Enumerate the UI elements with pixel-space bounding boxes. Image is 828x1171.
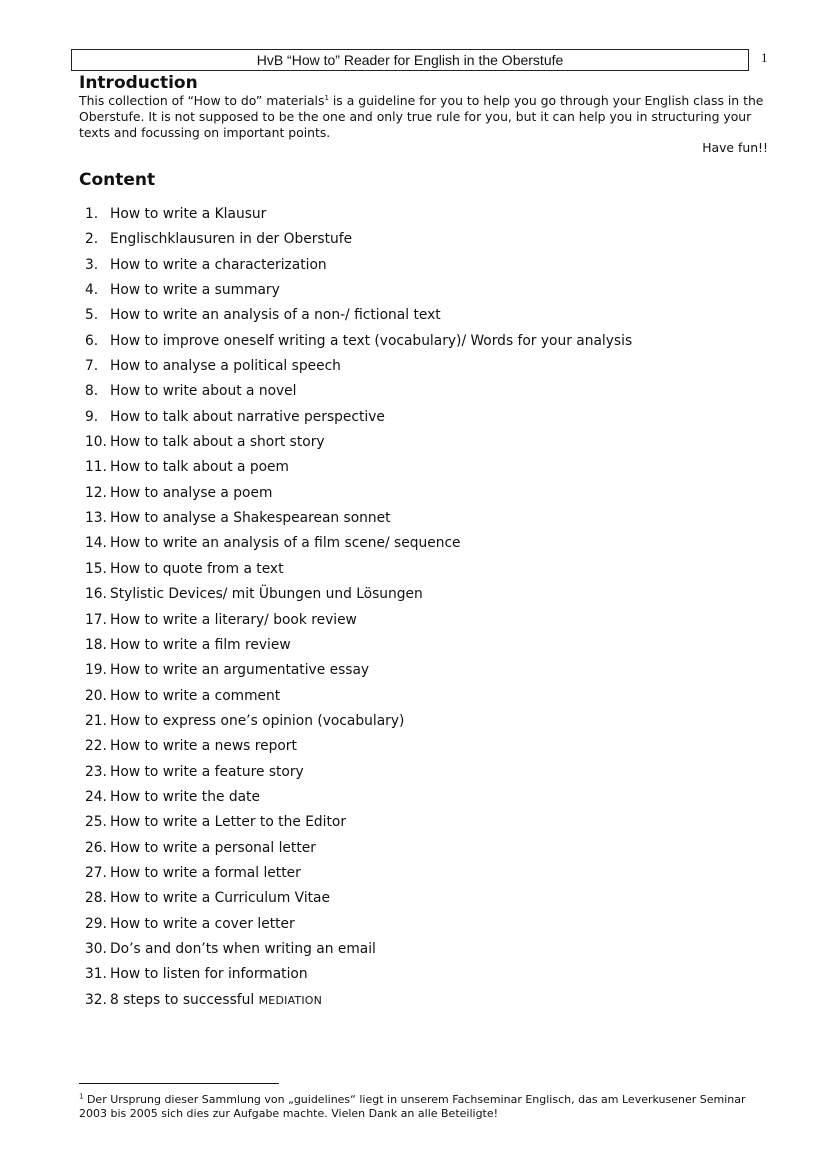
toc-item (85, 356, 632, 381)
toc-item-label: How to quote from a text (110, 560, 284, 577)
intro-paragraph (79, 93, 769, 141)
toc-item (85, 407, 632, 432)
toc-item-label: How to talk about a short story (110, 434, 325, 451)
toc-item-label: How to write a characterization (110, 256, 327, 273)
toc-item-label: How to write an analysis of a film scene/ sequence (110, 535, 461, 552)
toc-item-label: How to write a formal letter (110, 864, 301, 881)
intro-text-part2: is a guideline for you to help you go through your English class in the Oberstufe. It is not supposed to be the one and only true rule for you, but it can help you in structuring your texts and focussing on important points. (79, 93, 764, 140)
intro-text-part1: This collection of “How to do” materials (79, 93, 325, 108)
toc-item (85, 508, 632, 533)
toc-item-number: 12. (85, 484, 107, 501)
footnote-text: Der Ursprung dieser Sammlung von „guidelines“ liegt in unserem Fachseminar Englisch, das am Leverkusener Seminar 2003 bis 2005 sich dies zur Aufgabe machte. Vielen Dank an alle Beteiligte! (79, 1093, 746, 1120)
toc-item-label: How to write a comment (110, 687, 281, 704)
toc-item-number: 13. (85, 510, 107, 527)
toc-item (85, 787, 632, 812)
toc-item-number: 16. (85, 586, 107, 603)
toc-item-label: How to analyse a poem (110, 484, 273, 501)
toc-item-number: 27. (85, 864, 107, 881)
toc-item-label: How to write a literary/ book review (110, 611, 357, 628)
toc-item-label: How to write a personal letter (110, 839, 316, 856)
toc-item-number: 30. (85, 940, 107, 957)
toc-item-number: 15. (85, 560, 107, 577)
toc-item (85, 660, 632, 685)
toc-item-number: 1. (85, 206, 99, 222)
toc-item-number: 26. (85, 839, 107, 856)
toc-item-label: How to write an analysis of a non-/ fictional text (110, 307, 441, 324)
toc-item-label: How to write about a novel (110, 383, 297, 400)
toc-item-label: How to write a summary (110, 282, 280, 299)
toc-item-number: 21. (85, 712, 107, 729)
toc-item-label: Stylistic Devices/ mit Übungen und Lösungen (110, 586, 423, 603)
intro-heading: Introduction (79, 73, 198, 93)
toc-item (85, 331, 632, 356)
toc-item-label: How to analyse a Shakespearean sonnet (110, 510, 391, 527)
footnote-reference[interactable]: 1 (324, 93, 329, 102)
toc-item (85, 280, 632, 305)
toc-item-number: 7. (85, 358, 99, 375)
toc-item-number: 22. (85, 738, 107, 755)
table-of-contents (85, 204, 632, 1015)
content-heading: Content (79, 170, 156, 190)
toc-item (85, 432, 632, 457)
toc-item (85, 686, 632, 711)
toc-item-label: How to write a feature story (110, 763, 304, 780)
footnote (79, 1093, 769, 1121)
toc-item-number: 5. (85, 307, 99, 324)
toc-item (85, 964, 632, 989)
page-number: 1 (761, 50, 768, 65)
toc-item-number: 4. (85, 282, 99, 299)
toc-item-number: 29. (85, 915, 107, 932)
toc-item-label: How to talk about a poem (110, 459, 289, 476)
toc-item (85, 483, 632, 508)
toc-item-label: How to write a Curriculum Vitae (110, 890, 331, 907)
header-title: HvB “How to” Reader for English in the Oberstufe (256, 52, 564, 68)
toc-item-number: 23. (85, 763, 107, 780)
document-header (71, 49, 749, 71)
toc-item-label: How to write an argumentative essay (110, 662, 370, 679)
toc-item-number: 11. (85, 459, 107, 476)
toc-item-label: How to write a cover letter (110, 915, 295, 932)
toc-item (85, 255, 632, 280)
intro-closing: Have fun!! (702, 140, 768, 155)
toc-item-number: 25. (85, 814, 107, 831)
toc-item (85, 939, 632, 964)
toc-item (85, 914, 632, 939)
toc-item (85, 533, 632, 558)
toc-item-label: How to write the date (110, 788, 260, 805)
toc-item (85, 381, 632, 406)
footnote-marker: 1 (79, 1092, 84, 1101)
toc-item-number: 32. (85, 991, 107, 1008)
toc-item-label: Englischklausuren in der Oberstufe (110, 231, 353, 248)
toc-item-number: 31. (85, 966, 107, 983)
toc-item (85, 888, 632, 913)
toc-item (85, 610, 632, 635)
toc-item-number: 2. (85, 231, 99, 248)
toc-item-smallcaps: MEDIATION (258, 993, 323, 1007)
toc-item-number: 19. (85, 662, 107, 679)
toc-item-label: How to improve oneself writing a text (vocabulary)/ Words for your analysis (110, 332, 633, 349)
footnote-divider (79, 1083, 279, 1084)
toc-item (85, 838, 632, 863)
toc-item-label: How to express one’s opinion (vocabulary) (110, 712, 405, 729)
toc-item (85, 635, 632, 660)
toc-item (85, 457, 632, 482)
toc-item-number: 6. (85, 332, 99, 349)
toc-item-number: 9. (85, 408, 99, 425)
toc-item (85, 305, 632, 330)
toc-item-label: How to talk about narrative perspective (110, 408, 385, 425)
toc-item-number: 28. (85, 890, 107, 907)
toc-item-label: Do’s and don’ts when writing an email (110, 940, 376, 957)
toc-item (85, 990, 632, 1015)
toc-item-label: How to write a news report (110, 738, 297, 755)
toc-item-label: How to analyse a political speech (110, 358, 341, 375)
toc-item (85, 584, 632, 609)
toc-item-number: 24. (85, 788, 107, 805)
toc-item (85, 736, 632, 761)
toc-item-label: 8 steps to successful (110, 991, 259, 1008)
toc-item (85, 711, 632, 736)
toc-item-label: How to write a Letter to the Editor (110, 814, 347, 831)
toc-item (85, 762, 632, 787)
toc-item-label: How to write a Klausur (110, 206, 267, 222)
toc-item (85, 559, 632, 584)
toc-item-number: 10. (85, 434, 107, 451)
toc-item-number: 3. (85, 256, 99, 273)
toc-item-label: How to write a film review (110, 636, 291, 653)
toc-item (85, 812, 632, 837)
toc-item (85, 863, 632, 888)
toc-item-number: 17. (85, 611, 107, 628)
toc-item-number: 18. (85, 636, 107, 653)
toc-item-label: How to listen for information (110, 966, 308, 983)
toc-item (85, 229, 632, 254)
toc-item-number: 14. (85, 535, 107, 552)
toc-item-number: 8. (85, 383, 99, 400)
toc-item (85, 204, 632, 229)
toc-item-number: 20. (85, 687, 107, 704)
